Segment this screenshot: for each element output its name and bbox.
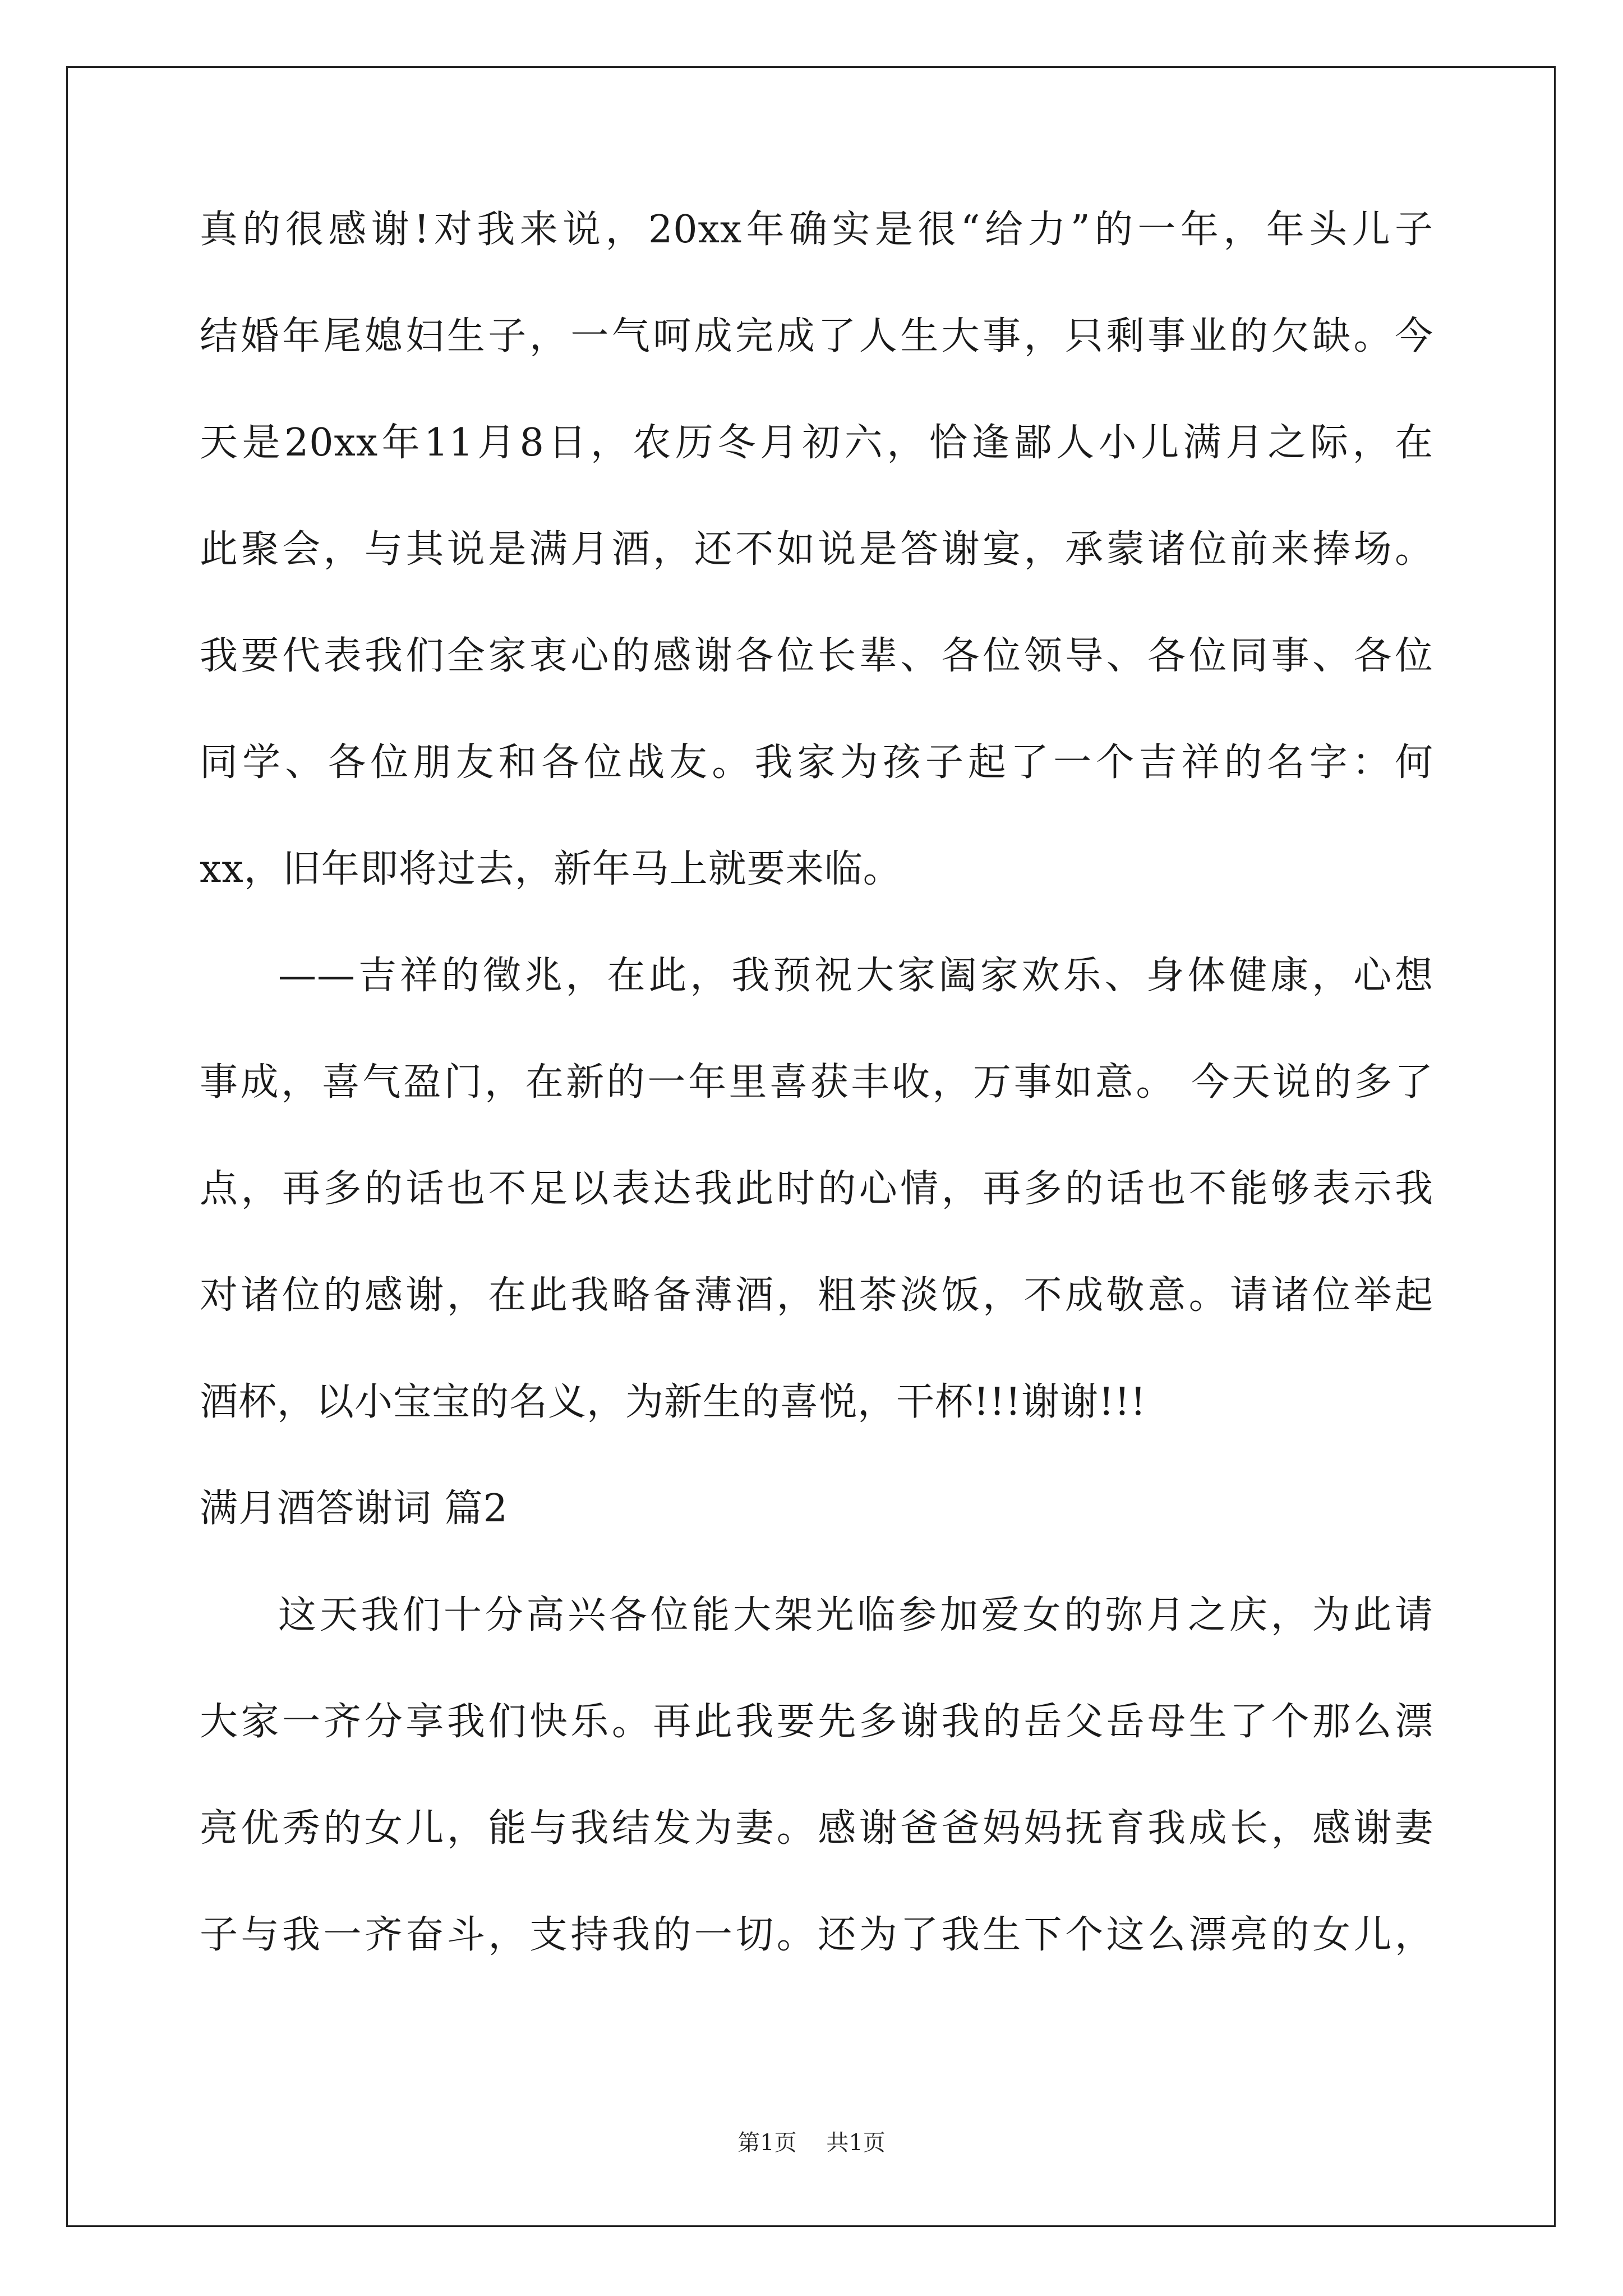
text-line: 亮优秀的女儿，能与我结发为妻。感谢爸爸妈妈抚育我成长，感谢妻 — [200, 1806, 1433, 1851]
text-line: 结婚年尾媳妇生子，一气呵成完成了人生大事，只剩事业的欠缺。今 — [200, 314, 1433, 358]
page-number: 第1页 — [737, 2130, 797, 2156]
paragraph-first-line: ——吉祥的徵兆，在此，我预祝大家阖家欢乐、身体健康，心想 — [278, 954, 1433, 998]
text-line: 大家一齐分享我们快乐。再此我要先多谢我的岳父岳母生了个那么漂 — [200, 1700, 1433, 1744]
text-line: 此聚会，与其说是满月酒，还不如说是答谢宴，承蒙诸位前来捧场。 — [200, 527, 1433, 572]
page-footer — [0, 2129, 1623, 2157]
text-line: 点，再多的话也不足以表达我此时的心情，再多的话也不能够表示我 — [200, 1167, 1433, 1211]
text-line: 天是20xx年11月8日，农历冬月初六，恰逢鄙人小儿满月之际，在 — [200, 421, 1433, 465]
text-line: 我要代表我们全家衷心的感谢各位长辈、各位领导、各位同事、各位 — [200, 634, 1433, 678]
paragraph-first-line: 这天我们十分高兴各位能大架光临参加爱女的弥月之庆，为此请 — [278, 1593, 1433, 1637]
text-line: 事成，喜气盈门，在新的一年里喜获丰收，万事如意。 今天说的多了 — [200, 1060, 1433, 1105]
text-line: 子与我一齐奋斗，支持我的一切。还为了我生下个这么漂亮的女儿， — [200, 1913, 1433, 1957]
page-border — [66, 66, 1556, 2227]
text-line: 真的很感谢!对我来说，20xx年确实是很“给力”的一年，年头儿子 — [200, 208, 1433, 252]
page-total: 共1页 — [826, 2130, 886, 2156]
text-line: 对诸位的感谢，在此我略备薄酒，粗茶淡饭，不成敬意。请诸位举起 — [200, 1273, 1433, 1318]
section-heading: 满月酒答谢词 篇2 — [200, 1487, 508, 1531]
text-line: 酒杯，以小宝宝的名义，为新生的喜悦，干杯!!!谢谢!!! — [200, 1380, 1146, 1424]
text-line: 同学、各位朋友和各位战友。我家为孩子起了一个吉祥的名字：何 — [200, 740, 1433, 785]
text-line: xx，旧年即将过去，新年马上就要来临。 — [200, 847, 902, 891]
